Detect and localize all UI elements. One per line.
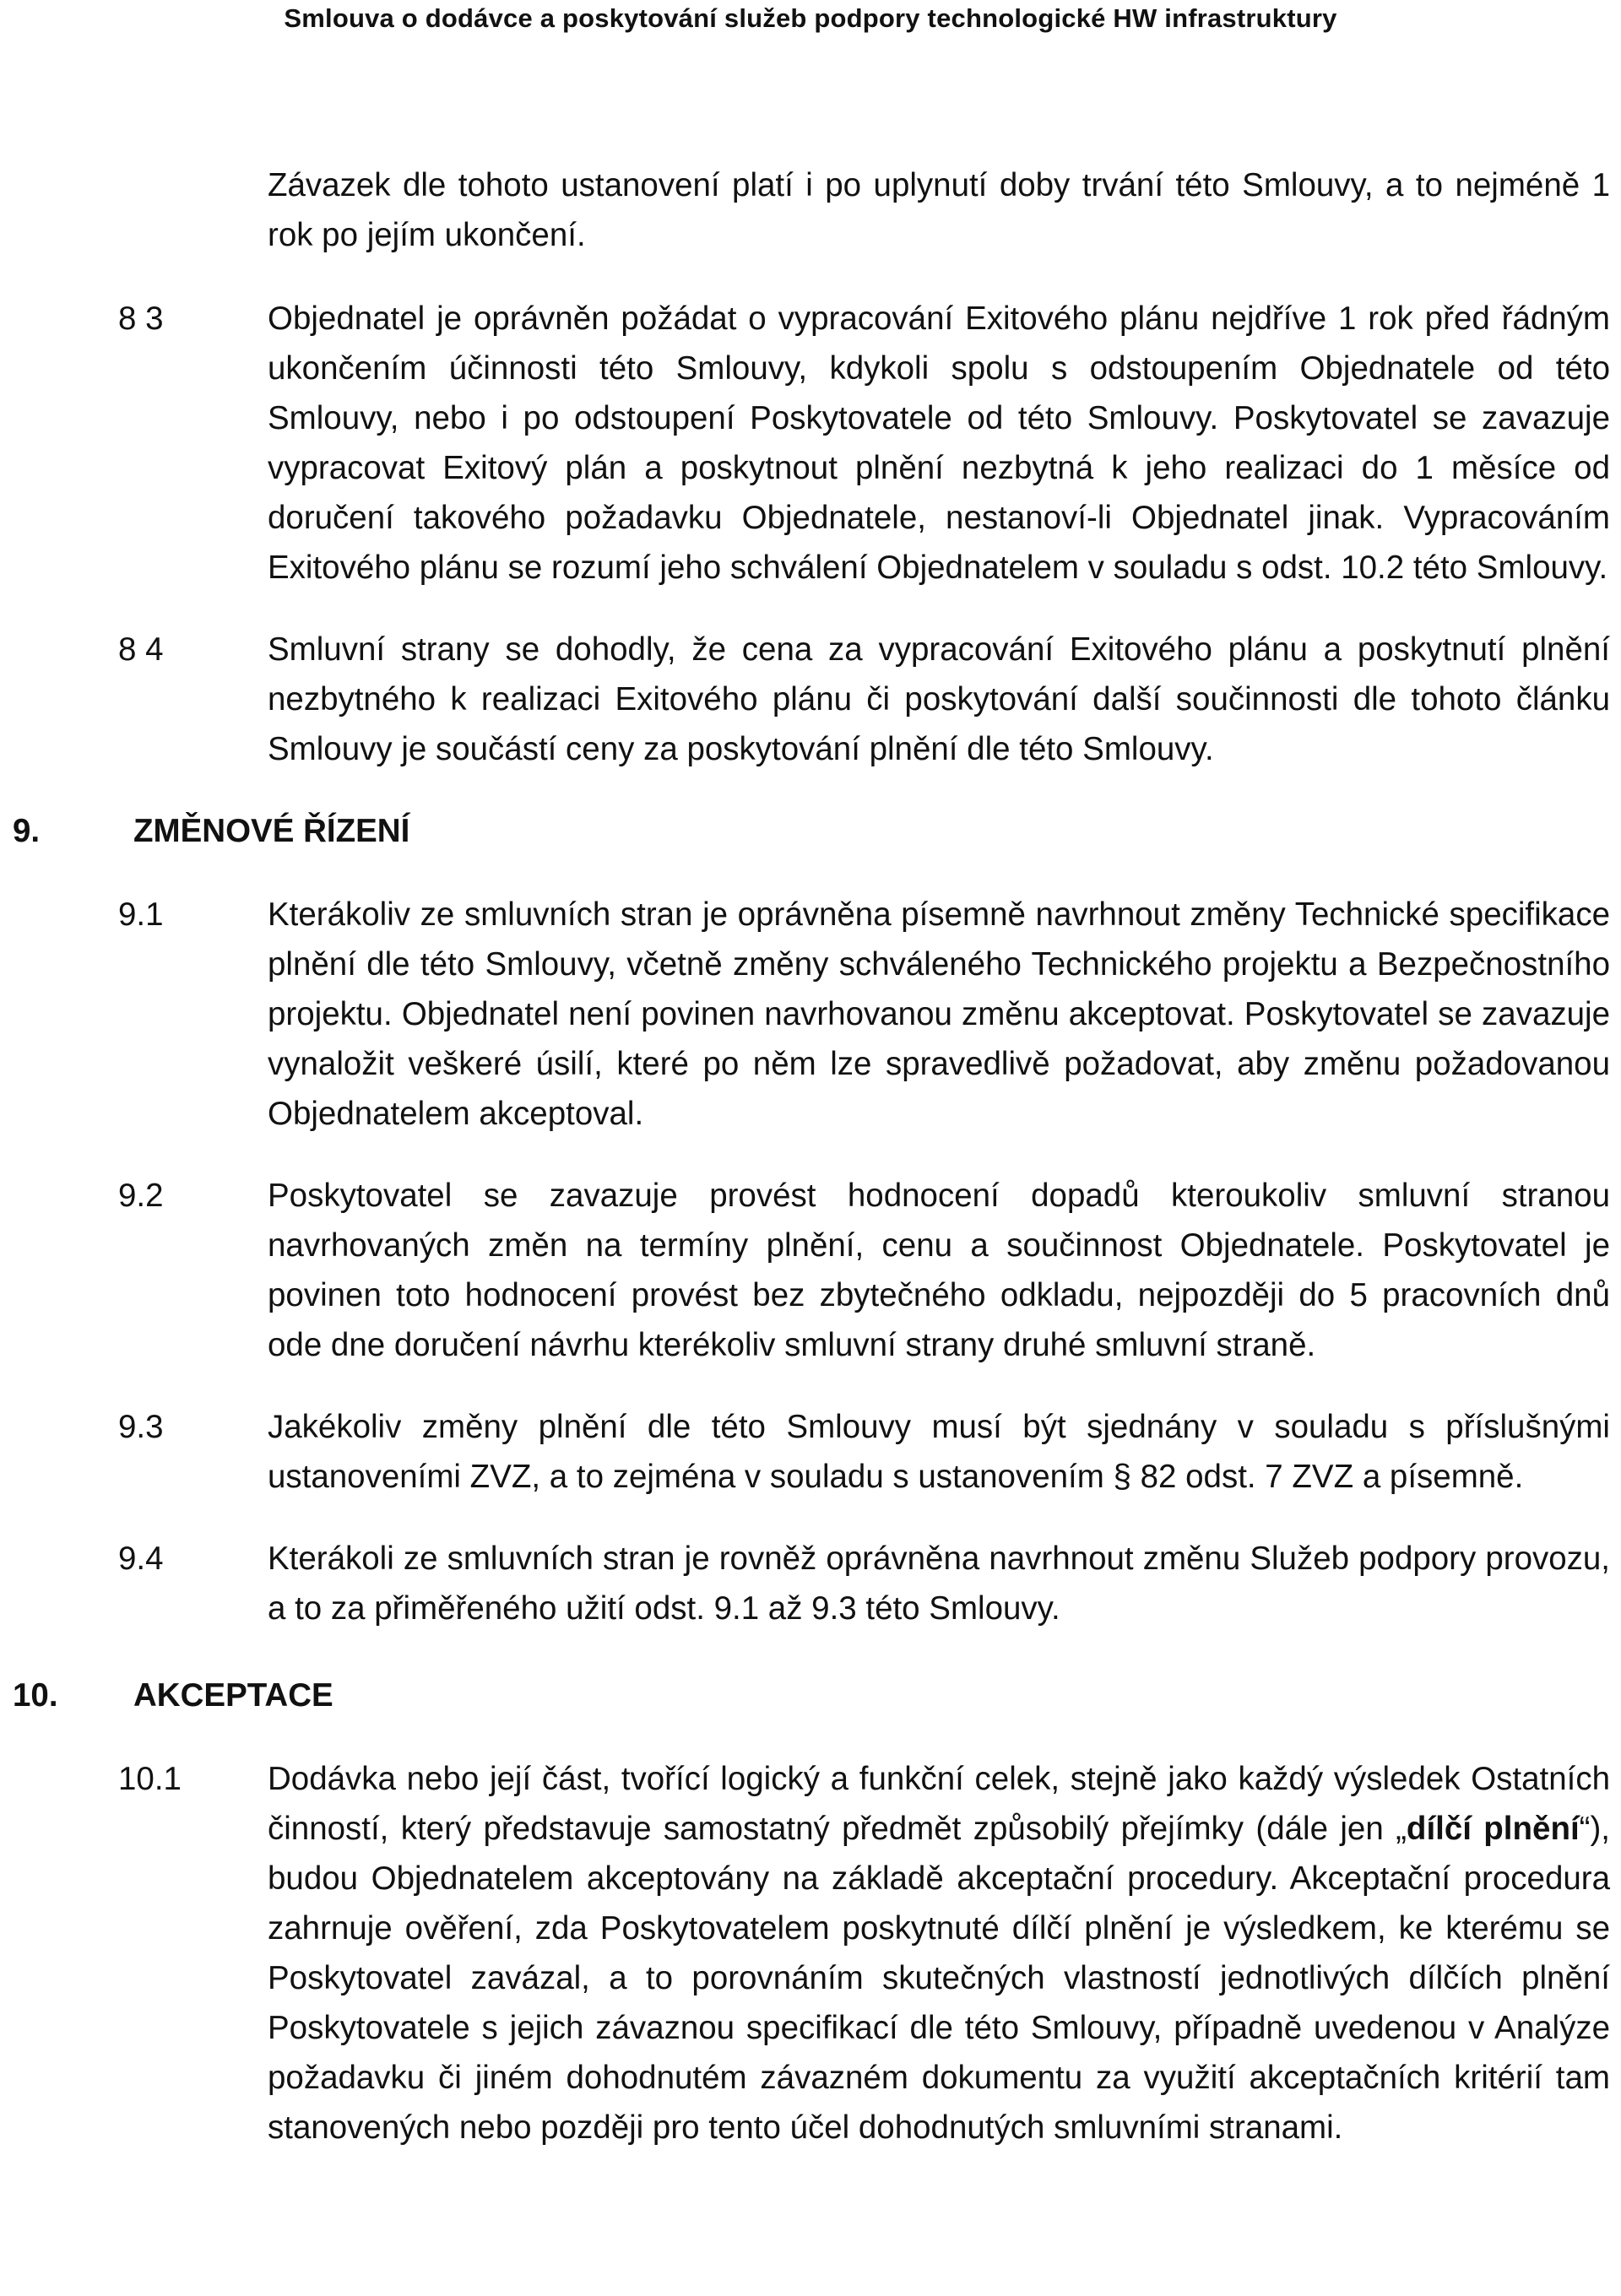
paragraph-text: Jakékoliv změny plnění dle této Smlouvy musí být sjednány v souladu s příslušnými ustanoveními ZVZ, a to zejména v souladu s ustanovením § 82 odst. 7 ZVZ a písemně. — [268, 1409, 1610, 1495]
section-title: ZMĚNOVÉ ŘÍZENÍ — [133, 813, 410, 849]
paragraph-text: Kterákoli ze smluvních stran je rovněž oprávněna navrhnout změnu Služeb podpory provozu, a to za přiměřeného užití odst. 9.1 až 9.3 této Smlouvy. — [268, 1541, 1610, 1627]
paragraph-number: 9.4 — [118, 1541, 164, 1577]
paragraph-9-4 — [0, 1534, 1621, 1633]
paragraph-text: Poskytovatel se zavazuje provést hodnocení dopadů kteroukoliv smluvní stranou navrhovaných změn na termíny plnění, cenu a součinnost Objednatele. Poskytovatel je povinen toto hodnocení provést bez zbytečného odkladu, nejpozději do 5 pracovních dnů ode dne doručení návrhu kterékoliv smluvní strany druhé smluvní straně. — [268, 1178, 1610, 1363]
paragraph-intro — [0, 160, 1621, 260]
paragraph-number: 9.1 — [118, 896, 164, 933]
paragraph-9-1 — [0, 890, 1621, 1139]
document-body — [0, 160, 1621, 2185]
paragraph-number: 9.3 — [118, 1409, 164, 1445]
paragraph-text — [268, 1754, 1610, 2152]
paragraph-text-end: “), budou Objednatelem akceptovány na základě akceptační procedury. Akceptační procedura zahrnuje ověření, zda Poskytovatelem poskytnuté dílčí plnění je výsledkem, ke kterému se Poskytovatel zavázal, a to porovnáním skutečných vlastností jednotlivých dílčích plnění Poskytovatele s jejich závaznou specifikací dle této Smlouvy, případně uvedenou v Analýze požadavku či jiném dohodnutém závazném dokumentu za využití akceptačních kritérií tam stanovených nebo později pro tento účel dohodnutých smluvními stranami. — [268, 1811, 1610, 2146]
paragraph-8-4 — [0, 625, 1621, 774]
paragraph-9-3 — [0, 1402, 1621, 1502]
paragraph-number: 10.1 — [118, 1761, 182, 1797]
section-number: 9. — [13, 813, 41, 849]
paragraph-number: 8 4 — [118, 631, 164, 668]
paragraph-number: 9.2 — [118, 1178, 164, 1214]
paragraph-text: Smluvní strany se dohodly, že cena za vypracování Exitového plánu a poskytnutí plnění nezbytného k realizaci Exitového plánu či poskytování další součinnosti dle tohoto článku Smlouvy je součástí ceny za poskytování plnění dle této Smlouvy. — [268, 631, 1610, 767]
paragraph-text: Objednatel je oprávněn požádat o vypracování Exitového plánu nejdříve 1 rok před řádným ukončením účinnosti této Smlouvy, kdykoli spolu s odstoupením Objednatele od této Smlouvy, nebo i po odstoupení Poskytovatele od této Smlouvy. Poskytovatel se zavazuje vypracovat Exitový plán a poskytnout plnění nezbytná k jeho realizaci do 1 měsíce od doručení takového požadavku Objednatele, nestanoví-li Objednatel jinak. Vypracováním Exitového plánu se rozumí jeho schválení Objednatelem v souladu s odst. 10.2 této Smlouvy. — [268, 301, 1610, 586]
paragraph-8-3 — [0, 294, 1621, 593]
paragraph-text: Kterákoliv ze smluvních stran je oprávněna písemně navrhnout změny Technické specifikace plnění dle této Smlouvy, včetně změny schváleného Technického projektu a Bezpečnostního projektu. Objednatel není povinen navrhovanou změnu akceptovat. Poskytovatel se zavazuje vynaložit veškeré úsilí, které po něm lze spravedlivě požadovat, aby změnu požadovanou Objednatelem akceptoval. — [268, 896, 1610, 1132]
paragraph-10-1 — [0, 1754, 1621, 2152]
paragraph-text-start: Dodávka nebo její část, tvořící logický a funkční celek, stejně jako každý výsledek Ostatních činností, který představuje samostatný předmět způsobilý přejímky (dále jen „ — [268, 1761, 1610, 1847]
paragraph-9-2 — [0, 1171, 1621, 1370]
page-header: Smlouva o dodávce a poskytování služeb podpory technologické HW infrastruktury — [284, 3, 1337, 33]
section-heading-9 — [0, 806, 1621, 856]
section-heading-10 — [0, 1671, 1621, 1720]
paragraph-text: Závazek dle tohoto ustanovení platí i po uplynutí doby trvání této Smlouvy, a to nejméně 1 rok po jejím ukončení. — [268, 167, 1610, 253]
section-title: AKCEPTACE — [133, 1677, 333, 1714]
paragraph-number: 8 3 — [118, 301, 164, 337]
defined-term: dílčí plnění — [1406, 1811, 1580, 1847]
section-number: 10. — [13, 1677, 58, 1714]
